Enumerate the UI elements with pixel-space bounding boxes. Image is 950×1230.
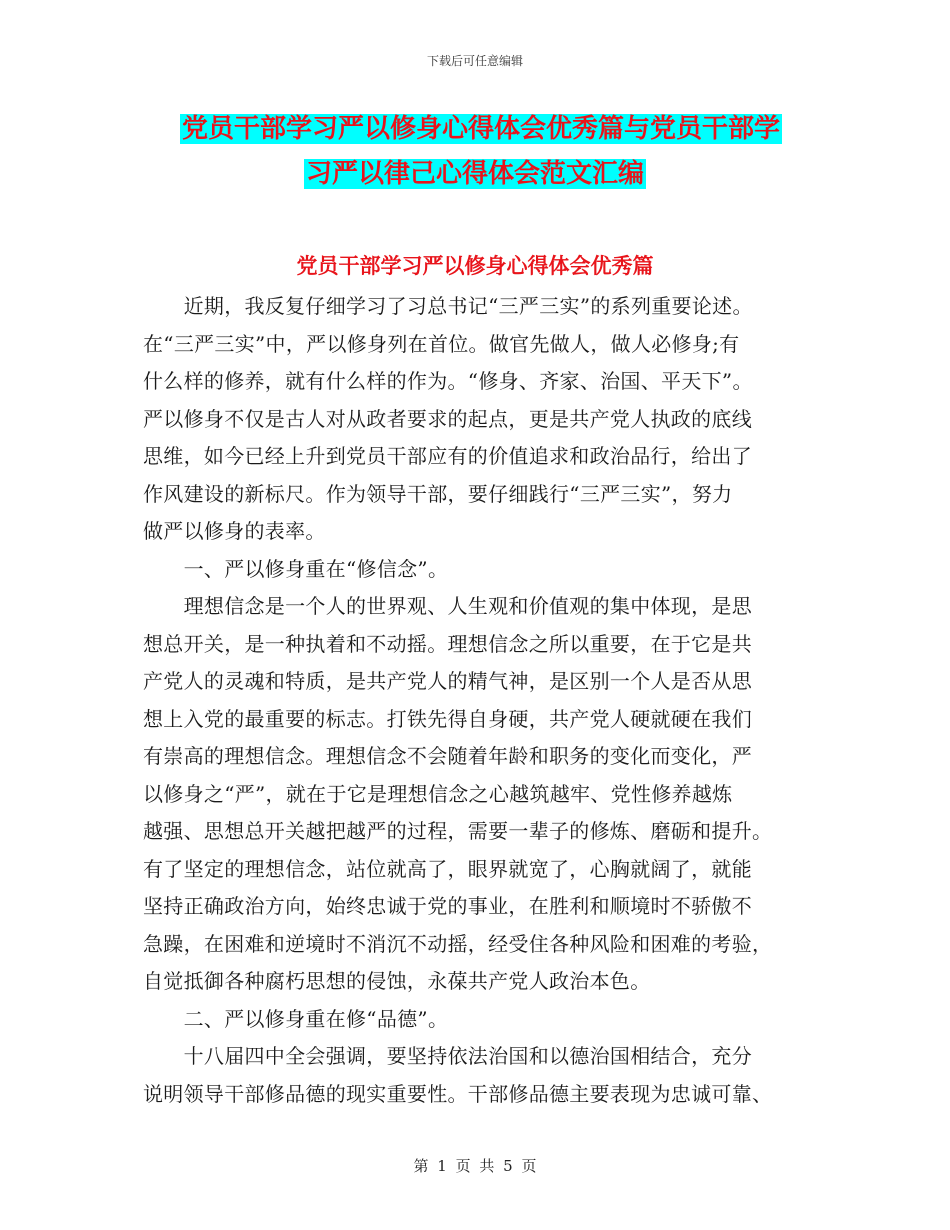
body-line: 思维，如今已经上升到党员干部应有的价值追求和政治品行，给出了 (143, 444, 752, 468)
body-line: 产党人的灵魂和特质，是共产党人的精气神，是区别一个人是否从思 (143, 669, 752, 693)
body-line: 想总开关，是一种执着和不动摇。理想信念之所以重要，在于它是共 (143, 631, 752, 656)
body-line: 理想信念是一个人的世界观、人生观和价值观的集中体现，是思 (143, 594, 752, 618)
body-line: 近期，我反复仔细学习了习总书记“三严三实”的系列重要论述。 (143, 294, 753, 318)
document-body (143, 288, 813, 1113)
body-line: 什么样的修养，就有什么样的作为。“修身、齐家、治国、平天下”。 (143, 369, 753, 393)
body-line: 想上入党的最重要的标志。打铁先得自身硬，共产党人硬就硬在我们 (143, 706, 752, 731)
document-title-line-2 (0, 156, 950, 192)
body-line: 自觉抵御各种腐朽思想的侵蚀，永葆共产党人政治本色。 (143, 969, 651, 993)
body-line: 以修身之“严”，就在于它是理想信念之心越筑越牢、党性修养越炼 (143, 781, 733, 806)
body-line: 做严以修身的表率。 (143, 519, 326, 543)
page-number-footer: 第 1 页 共 5 页 (413, 1157, 537, 1175)
body-line: 在“三严三实”中，严以修身列在首位。做官先做人，做人必修身;有 (143, 331, 740, 356)
subheading-2: 二、严以修身重在修“品德”。 (143, 1006, 449, 1031)
body-line: 十八届四中全会强调，要坚持依法治国和以德治国相结合，充分 (143, 1044, 752, 1068)
body-line: 越强、思想总开关越把越严的过程，需要一辈子的修炼、磨砺和提升。 (143, 819, 773, 843)
document-title-text-2: 习严以律己心得体会范文汇编 (305, 159, 644, 189)
body-line: 有崇高的理想信念。理想信念不会随着年龄和职务的变化而变化，严 (143, 744, 752, 768)
page-header-note: 下载后可任意编辑 (426, 54, 523, 68)
document-title-line-1 (6, 111, 950, 147)
body-line: 作风建设的新标尺。作为领导干部，要仔细践行“三严三实”，努力 (143, 481, 733, 506)
document-title-text-1: 党员干部学习严以修身心得体会优秀篇与党员干部学 (181, 114, 780, 144)
subheading-1: 一、严以修身重在“修信念”。 (143, 556, 449, 581)
body-line: 说明领导干部修品德的现实重要性。干部修品德主要表现为忠诚可靠、 (143, 1081, 773, 1106)
section-heading: 党员干部学习严以修身心得体会优秀篇 (296, 254, 654, 278)
body-line: 严以修身不仅是古人对从政者要求的起点，更是共产党人执政的底线 (143, 406, 752, 431)
body-line: 坚持正确政治方向，始终忠诚于党的事业，在胜利和顺境时不骄傲不 (143, 894, 752, 918)
body-line: 有了坚定的理想信念，站位就高了，眼界就宽了，心胸就阔了，就能 (143, 856, 752, 881)
body-line: 急躁，在困难和逆境时不消沉不动摇，经受住各种风险和困难的考验， (143, 931, 773, 956)
